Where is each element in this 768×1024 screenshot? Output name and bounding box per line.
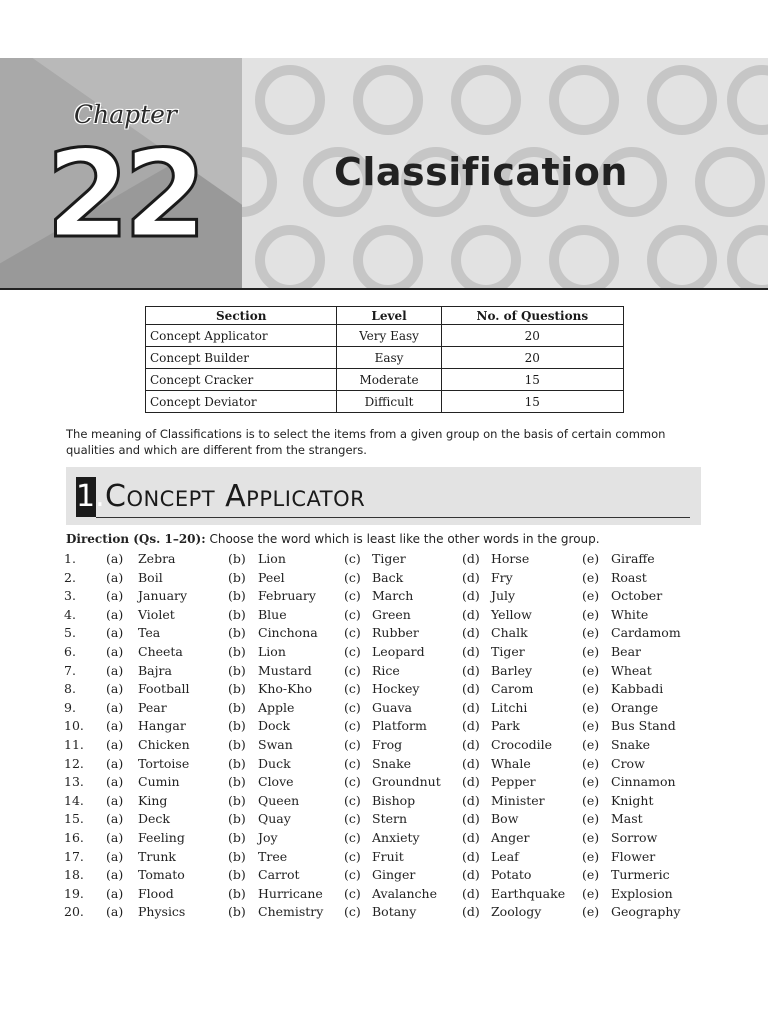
chapter-number: 22 bbox=[46, 126, 201, 265]
question-row bbox=[0, 866, 768, 885]
table-cell: Moderate bbox=[337, 369, 441, 391]
option-key: (a) bbox=[106, 718, 124, 734]
question-number: 9. bbox=[64, 699, 76, 715]
option-text: Dock bbox=[258, 718, 291, 734]
option-text: Cheeta bbox=[138, 643, 183, 659]
question-number: 6. bbox=[64, 643, 76, 659]
question-list bbox=[0, 550, 768, 922]
option-key: (e) bbox=[582, 829, 600, 845]
option-text: Fruit bbox=[372, 848, 404, 864]
option-text: Kho-Kho bbox=[258, 681, 313, 697]
option-text: Botany bbox=[372, 904, 417, 920]
option-text: Chemistry bbox=[258, 904, 324, 920]
option-text: Hockey bbox=[372, 681, 420, 697]
option-key: (c) bbox=[344, 699, 361, 715]
direction-label: Direction (Qs. 1–20): bbox=[66, 532, 206, 546]
option-text: Tiger bbox=[491, 643, 525, 659]
option-text: Horse bbox=[491, 551, 530, 566]
option-text: July bbox=[491, 588, 516, 604]
option-text: Stern bbox=[372, 811, 408, 827]
option-text: Chalk bbox=[491, 625, 528, 641]
option-text: Blue bbox=[258, 606, 287, 622]
table-cell: Difficult bbox=[337, 391, 441, 413]
option-key: (d) bbox=[462, 662, 480, 678]
option-key: (a) bbox=[106, 625, 124, 641]
option-text: Quay bbox=[258, 811, 291, 827]
option-key: (e) bbox=[582, 588, 600, 604]
option-text: March bbox=[372, 588, 414, 604]
table-cell: Concept Deviator bbox=[146, 391, 337, 413]
option-key: (c) bbox=[344, 848, 361, 864]
option-key: (d) bbox=[462, 829, 480, 845]
option-key: (e) bbox=[582, 643, 600, 659]
option-text: Snake bbox=[611, 736, 651, 752]
question-row bbox=[0, 643, 768, 662]
option-text: Flower bbox=[611, 848, 656, 864]
question-number: 3. bbox=[64, 588, 76, 604]
option-key: (a) bbox=[106, 699, 124, 715]
question-number: 1. bbox=[64, 551, 76, 566]
option-text: Anger bbox=[491, 829, 530, 845]
table-cell: 20 bbox=[441, 347, 623, 369]
question-row bbox=[0, 755, 768, 774]
option-text: February bbox=[258, 588, 316, 604]
option-text: King bbox=[138, 792, 168, 808]
option-text: Fry bbox=[491, 569, 513, 585]
question-row bbox=[0, 662, 768, 681]
option-text: Cinnamon bbox=[611, 774, 676, 790]
option-key: (a) bbox=[106, 681, 124, 697]
option-key: (c) bbox=[344, 867, 361, 883]
option-key: (c) bbox=[344, 829, 361, 845]
option-key: (d) bbox=[462, 904, 480, 920]
option-key: (a) bbox=[106, 848, 124, 864]
option-key: (b) bbox=[228, 569, 246, 585]
section-rule bbox=[96, 517, 690, 518]
question-row bbox=[0, 885, 768, 904]
option-text: Zoology bbox=[491, 904, 542, 920]
question-row bbox=[0, 903, 768, 922]
option-text: Roast bbox=[611, 569, 647, 585]
question-row bbox=[0, 717, 768, 736]
option-text: Turmeric bbox=[611, 867, 670, 883]
option-key: (b) bbox=[228, 551, 246, 566]
option-key: (d) bbox=[462, 774, 480, 790]
option-key: (e) bbox=[582, 569, 600, 585]
option-key: (e) bbox=[582, 699, 600, 715]
option-text: Clove bbox=[258, 774, 294, 790]
question-number: 15. bbox=[64, 811, 84, 827]
option-key: (e) bbox=[582, 904, 600, 920]
option-text: Feeling bbox=[138, 829, 185, 845]
option-key: (e) bbox=[582, 792, 600, 808]
option-key: (b) bbox=[228, 643, 246, 659]
option-text: Tiger bbox=[372, 551, 406, 566]
option-text: Physics bbox=[138, 904, 186, 920]
option-key: (e) bbox=[582, 885, 600, 901]
option-key: (a) bbox=[106, 867, 124, 883]
option-text: Cardamom bbox=[611, 625, 681, 641]
option-text: Boil bbox=[138, 569, 163, 585]
option-text: Trunk bbox=[138, 848, 176, 864]
option-key: (a) bbox=[106, 792, 124, 808]
option-text: Mast bbox=[611, 811, 643, 827]
option-key: (c) bbox=[344, 606, 361, 622]
table-cell: Concept Cracker bbox=[146, 369, 337, 391]
option-text: Swan bbox=[258, 736, 293, 752]
option-key: (c) bbox=[344, 755, 361, 771]
option-key: (d) bbox=[462, 848, 480, 864]
option-key: (d) bbox=[462, 606, 480, 622]
option-text: October bbox=[611, 588, 663, 604]
option-key: (c) bbox=[344, 662, 361, 678]
option-text: Tea bbox=[138, 625, 161, 641]
question-number: 17. bbox=[64, 848, 84, 864]
option-key: (e) bbox=[582, 681, 600, 697]
option-text: Crocodile bbox=[491, 736, 552, 752]
option-text: Orange bbox=[611, 699, 659, 715]
option-text: Football bbox=[138, 681, 190, 697]
option-text: Yellow bbox=[491, 606, 532, 622]
option-text: Duck bbox=[258, 755, 291, 771]
option-key: (e) bbox=[582, 625, 600, 641]
section-title: Concept Applicator bbox=[105, 479, 366, 514]
option-key: (a) bbox=[106, 643, 124, 659]
option-key: (d) bbox=[462, 551, 480, 566]
option-key: (c) bbox=[344, 681, 361, 697]
option-key: (b) bbox=[228, 606, 246, 622]
option-key: (b) bbox=[228, 848, 246, 864]
option-key: (b) bbox=[228, 811, 246, 827]
option-key: (e) bbox=[582, 718, 600, 734]
option-key: (a) bbox=[106, 569, 124, 585]
question-row bbox=[0, 624, 768, 643]
option-text: Bear bbox=[611, 643, 642, 659]
option-text: Park bbox=[491, 718, 520, 734]
option-text: Bishop bbox=[372, 792, 416, 808]
table-row bbox=[146, 369, 624, 391]
question-number: 10. bbox=[64, 718, 84, 734]
option-key: (a) bbox=[106, 829, 124, 845]
section-summary-table bbox=[145, 306, 624, 413]
option-key: (b) bbox=[228, 792, 246, 808]
option-key: (a) bbox=[106, 606, 124, 622]
option-key: (d) bbox=[462, 736, 480, 752]
option-text: Avalanche bbox=[372, 885, 437, 901]
question-row bbox=[0, 848, 768, 867]
option-text: Crow bbox=[611, 755, 645, 771]
option-key: (a) bbox=[106, 662, 124, 678]
option-text: Peel bbox=[258, 569, 285, 585]
option-key: (b) bbox=[228, 774, 246, 790]
question-number: 4. bbox=[64, 606, 76, 622]
option-key: (b) bbox=[228, 755, 246, 771]
option-text: Anxiety bbox=[372, 829, 420, 845]
option-key: (c) bbox=[344, 774, 361, 790]
table-cell: Concept Builder bbox=[146, 347, 337, 369]
option-text: Leopard bbox=[372, 643, 425, 659]
question-number: 18. bbox=[64, 867, 84, 883]
option-key: (e) bbox=[582, 848, 600, 864]
direction-text: Choose the word which is least like the other words in the group. bbox=[209, 532, 600, 546]
table-header-cell: Section bbox=[146, 307, 337, 325]
table-header-cell: Level bbox=[337, 307, 441, 325]
option-text: Snake bbox=[372, 755, 412, 771]
option-key: (e) bbox=[582, 774, 600, 790]
option-key: (b) bbox=[228, 699, 246, 715]
option-text: Minister bbox=[491, 792, 545, 808]
option-key: (c) bbox=[344, 625, 361, 641]
question-number: 13. bbox=[64, 774, 84, 790]
option-text: Frog bbox=[372, 736, 403, 752]
option-text: Explosion bbox=[611, 885, 673, 901]
option-key: (c) bbox=[344, 569, 361, 585]
option-key: (d) bbox=[462, 867, 480, 883]
option-text: Sorrow bbox=[611, 829, 658, 845]
question-number: 11. bbox=[64, 736, 84, 752]
table-row bbox=[146, 347, 624, 369]
option-key: (b) bbox=[228, 829, 246, 845]
question-number: 5. bbox=[64, 625, 76, 641]
option-key: (c) bbox=[344, 904, 361, 920]
option-text: Geography bbox=[611, 904, 681, 920]
option-key: (e) bbox=[582, 736, 600, 752]
option-text: Earthquake bbox=[491, 885, 566, 901]
option-key: (d) bbox=[462, 755, 480, 771]
question-row bbox=[0, 773, 768, 792]
table-row bbox=[146, 325, 624, 347]
option-text: Lion bbox=[258, 643, 286, 659]
option-text: Mustard bbox=[258, 662, 312, 678]
option-key: (a) bbox=[106, 885, 124, 901]
option-text: Litchi bbox=[491, 699, 528, 715]
option-text: Joy bbox=[258, 829, 278, 845]
option-text: Leaf bbox=[491, 848, 519, 864]
section-header bbox=[66, 467, 701, 525]
option-key: (d) bbox=[462, 681, 480, 697]
option-key: (b) bbox=[228, 662, 246, 678]
option-key: (b) bbox=[228, 736, 246, 752]
option-key: (e) bbox=[582, 551, 600, 566]
option-key: (c) bbox=[344, 588, 361, 604]
question-row bbox=[0, 829, 768, 848]
question-row bbox=[0, 792, 768, 811]
option-text: Hurricane bbox=[258, 885, 323, 901]
option-key: (d) bbox=[462, 811, 480, 827]
option-key: (e) bbox=[582, 662, 600, 678]
option-text: Ginger bbox=[372, 867, 416, 883]
option-text: Rice bbox=[372, 662, 400, 678]
question-row bbox=[0, 550, 768, 569]
table-cell: 20 bbox=[441, 325, 623, 347]
option-text: Tortoise bbox=[138, 755, 190, 771]
option-text: Green bbox=[372, 606, 411, 622]
option-text: Back bbox=[372, 569, 404, 585]
option-text: Groundnut bbox=[372, 774, 441, 790]
option-key: (e) bbox=[582, 867, 600, 883]
table-row bbox=[146, 391, 624, 413]
question-row bbox=[0, 606, 768, 625]
option-key: (b) bbox=[228, 681, 246, 697]
option-key: (a) bbox=[106, 811, 124, 827]
option-text: Flood bbox=[138, 885, 174, 901]
option-key: (e) bbox=[582, 811, 600, 827]
option-text: Tomato bbox=[138, 867, 185, 883]
option-key: (c) bbox=[344, 811, 361, 827]
option-key: (d) bbox=[462, 569, 480, 585]
option-key: (d) bbox=[462, 699, 480, 715]
question-number: 16. bbox=[64, 829, 84, 845]
chapter-label: Chapter bbox=[74, 100, 177, 129]
option-key: (c) bbox=[344, 792, 361, 808]
option-text: Zebra bbox=[138, 551, 176, 566]
option-key: (c) bbox=[344, 718, 361, 734]
option-text: Giraffe bbox=[611, 551, 655, 566]
option-key: (b) bbox=[228, 867, 246, 883]
option-text: January bbox=[138, 588, 188, 604]
option-text: Knight bbox=[611, 792, 654, 808]
option-text: Pear bbox=[138, 699, 167, 715]
option-key: (b) bbox=[228, 904, 246, 920]
option-key: (d) bbox=[462, 625, 480, 641]
option-key: (d) bbox=[462, 718, 480, 734]
question-row bbox=[0, 810, 768, 829]
option-key: (a) bbox=[106, 755, 124, 771]
question-number: 7. bbox=[64, 662, 76, 678]
option-text: Bajra bbox=[138, 662, 172, 678]
option-key: (b) bbox=[228, 625, 246, 641]
question-number: 20. bbox=[64, 904, 84, 920]
option-text: Chicken bbox=[138, 736, 190, 752]
question-row bbox=[0, 699, 768, 718]
option-key: (d) bbox=[462, 588, 480, 604]
chapter-title: Classification bbox=[334, 150, 628, 194]
option-key: (c) bbox=[344, 885, 361, 901]
section-number: 1. bbox=[76, 477, 96, 517]
table-header-cell: No. of Questions bbox=[441, 307, 623, 325]
option-text: Rubber bbox=[372, 625, 419, 641]
question-row bbox=[0, 680, 768, 699]
option-text: Deck bbox=[138, 811, 170, 827]
option-text: Barley bbox=[491, 662, 533, 678]
option-text: Guava bbox=[372, 699, 413, 715]
question-number: 12. bbox=[64, 755, 84, 771]
option-key: (e) bbox=[582, 755, 600, 771]
option-text: Apple bbox=[258, 699, 295, 715]
table-cell: Very Easy bbox=[337, 325, 441, 347]
option-text: Cinchona bbox=[258, 625, 318, 641]
direction-line bbox=[66, 532, 600, 546]
option-key: (a) bbox=[106, 551, 124, 566]
question-row bbox=[0, 736, 768, 755]
option-key: (c) bbox=[344, 551, 361, 566]
question-row bbox=[0, 587, 768, 606]
option-key: (e) bbox=[582, 606, 600, 622]
option-text: Carrot bbox=[258, 867, 300, 883]
option-text: Hangar bbox=[138, 718, 186, 734]
option-text: Tree bbox=[258, 848, 288, 864]
option-key: (a) bbox=[106, 736, 124, 752]
option-text: Bus Stand bbox=[611, 718, 676, 734]
option-text: Violet bbox=[138, 606, 175, 622]
option-text: Kabbadi bbox=[611, 681, 664, 697]
table-cell: 15 bbox=[441, 369, 623, 391]
option-text: Bow bbox=[491, 811, 519, 827]
option-text: Lion bbox=[258, 551, 286, 566]
question-row bbox=[0, 569, 768, 588]
question-number: 14. bbox=[64, 792, 84, 808]
option-text: Potato bbox=[491, 867, 532, 883]
option-key: (a) bbox=[106, 904, 124, 920]
table-header-row bbox=[146, 307, 624, 325]
option-key: (d) bbox=[462, 885, 480, 901]
option-key: (a) bbox=[106, 588, 124, 604]
table-cell: 15 bbox=[441, 391, 623, 413]
question-number: 19. bbox=[64, 885, 84, 901]
option-text: Whale bbox=[491, 755, 531, 771]
option-text: Queen bbox=[258, 792, 300, 808]
option-key: (d) bbox=[462, 792, 480, 808]
option-text: Carom bbox=[491, 681, 534, 697]
banner-divider bbox=[0, 288, 768, 290]
option-text: White bbox=[611, 606, 649, 622]
option-text: Wheat bbox=[611, 662, 652, 678]
option-key: (c) bbox=[344, 643, 361, 659]
table-cell: Easy bbox=[337, 347, 441, 369]
option-text: Pepper bbox=[491, 774, 536, 790]
option-key: (b) bbox=[228, 718, 246, 734]
option-text: Platform bbox=[372, 718, 427, 734]
option-key: (b) bbox=[228, 885, 246, 901]
option-text: Cumin bbox=[138, 774, 180, 790]
option-key: (d) bbox=[462, 643, 480, 659]
intro-paragraph: The meaning of Classifications is to select the items from a given group on the basis of certain common qualities and which are different from the strangers. bbox=[66, 427, 666, 457]
option-key: (c) bbox=[344, 736, 361, 752]
question-number: 2. bbox=[64, 569, 76, 585]
option-key: (a) bbox=[106, 774, 124, 790]
option-key: (b) bbox=[228, 588, 246, 604]
question-number: 8. bbox=[64, 681, 76, 697]
table-cell: Concept Applicator bbox=[146, 325, 337, 347]
